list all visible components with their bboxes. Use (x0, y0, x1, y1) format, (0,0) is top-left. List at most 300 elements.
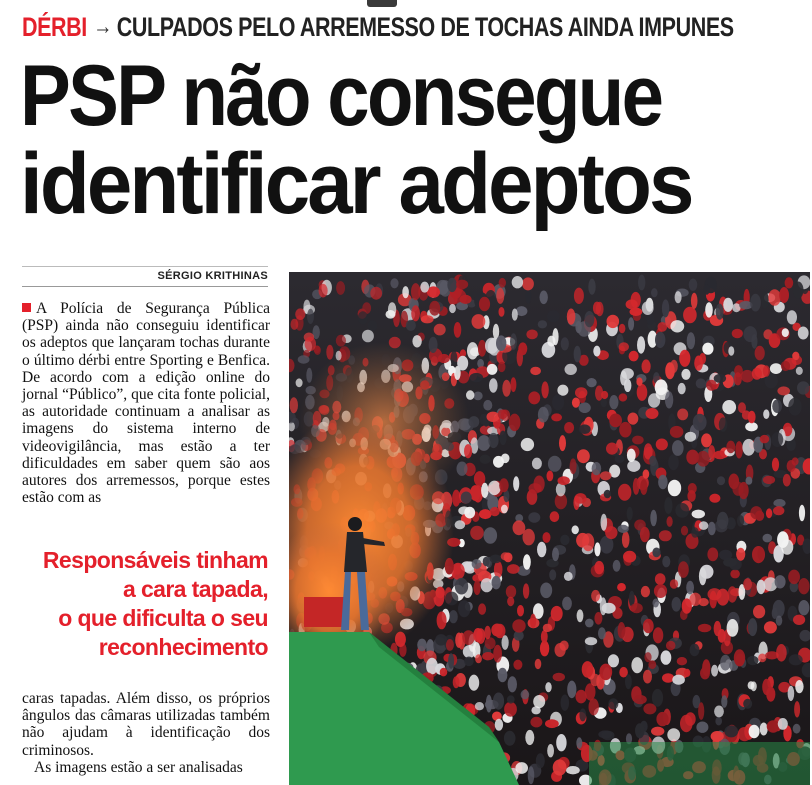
crowd-figure (579, 402, 591, 413)
crowd-figure (696, 722, 708, 733)
crowd-figure (501, 552, 510, 560)
crowd-figure (796, 367, 803, 375)
crowd-figure (701, 433, 712, 447)
crowd-figure (722, 400, 736, 414)
crowd-figure (564, 572, 573, 581)
crowd-figure (540, 583, 552, 599)
crowd-figure (640, 527, 650, 542)
crowd-figure (582, 661, 594, 678)
crowd-figure (691, 527, 699, 538)
crowd-figure (772, 458, 779, 472)
crowd-figure (788, 686, 795, 701)
crowd-figure (533, 695, 545, 708)
crowd-figure (748, 618, 757, 636)
crowd-figure (628, 317, 634, 330)
crowd-figure (490, 555, 502, 564)
crowd-figure (658, 475, 668, 490)
crowd-figure (764, 621, 777, 633)
crowd-figure (723, 298, 733, 312)
crowd-figure (326, 345, 333, 360)
crowd-figure (525, 730, 534, 745)
crowd-figure (479, 297, 490, 312)
crowd-figure (594, 612, 602, 625)
crowd-figure (760, 435, 770, 443)
article-body-bottom (22, 690, 270, 776)
crowd-figure (793, 724, 801, 734)
crowd-figure (573, 496, 579, 510)
crowd-figure (538, 407, 549, 423)
crowd-figure (481, 483, 488, 498)
crowd-figure (494, 561, 503, 578)
crowd-figure (499, 431, 506, 446)
crowd-figure (429, 337, 438, 353)
crowd-figure (655, 379, 668, 395)
crowd-figure (593, 346, 600, 357)
crowd-figure (776, 644, 787, 662)
crowd-figure (632, 436, 644, 445)
crowd-figure (440, 668, 448, 677)
crowd-figure (594, 561, 604, 574)
crowd-figure (472, 314, 486, 329)
pull-quote-line-3: o que dificulta o seu (58, 605, 268, 631)
crowd-figure (584, 311, 594, 327)
crowd-figure (651, 288, 658, 297)
crowd-figure (512, 276, 523, 288)
crowd-figure (390, 278, 398, 288)
crowd-figure (572, 525, 579, 534)
crowd-figure (469, 675, 480, 691)
crowd-figure (545, 719, 559, 728)
crowd-figure (638, 275, 645, 291)
crowd-figure (734, 372, 742, 385)
crowd-figure (551, 606, 563, 621)
crowd-figure (665, 362, 675, 379)
crowd-figure (633, 478, 640, 495)
crowd-figure (550, 511, 560, 522)
crowd-figure (509, 414, 521, 432)
crowd-figure (629, 351, 639, 362)
crowd-figure (458, 600, 470, 617)
crowd-figure (670, 320, 684, 332)
photo-illustration (289, 272, 810, 785)
crowd-figure (499, 307, 505, 317)
crowd-figure (449, 610, 458, 623)
crowd-figure (579, 424, 591, 434)
crowd-figure (623, 551, 636, 563)
crowd-figure (493, 456, 504, 468)
crowd-figure (746, 477, 753, 485)
crowd-figure (502, 380, 511, 397)
crowd-figure (619, 324, 626, 334)
green-stand-right (589, 742, 810, 785)
crowd-figure (464, 507, 475, 519)
crowd-figure (643, 469, 650, 478)
crowd-figure (626, 299, 638, 309)
crowd-figure (434, 324, 446, 336)
crowd-figure (705, 302, 713, 317)
crowd-figure (559, 435, 566, 451)
crowd-figure (687, 332, 695, 349)
crowd-figure (742, 439, 755, 456)
crowd-figure (601, 514, 608, 531)
crowd-figure (760, 723, 768, 736)
crowd-figure (541, 381, 548, 398)
crowd-figure (466, 390, 474, 400)
crowd-figure (462, 630, 474, 645)
crowd-figure (496, 288, 504, 304)
crowd-figure (739, 482, 749, 499)
crowd-figure (455, 633, 462, 648)
crowd-figure (704, 284, 710, 294)
crowd-figure (560, 535, 569, 546)
crowd-figure (296, 378, 303, 387)
crowd-figure (523, 583, 529, 598)
crowd-figure (667, 516, 673, 527)
crowd-figure (662, 556, 670, 567)
crowd-figure (517, 605, 524, 616)
crowd-figure (681, 369, 690, 380)
crowd-figure (572, 398, 580, 408)
crowd-figure (504, 702, 517, 717)
crowd-figure (487, 412, 500, 422)
crowd-figure (547, 744, 554, 757)
crowd-figure (687, 490, 695, 502)
crowd-figure (711, 665, 718, 677)
crowd-figure (670, 579, 678, 589)
crowd-figure (585, 637, 597, 645)
crowd-figure (667, 728, 680, 741)
crowd-figure (599, 664, 612, 681)
crowd-figure (515, 762, 528, 774)
crowd-figure (631, 657, 643, 673)
crowd-figure (684, 669, 690, 677)
headline-line-2: identificar adeptos (20, 136, 692, 232)
crowd-figure (602, 603, 616, 614)
crowd-figure (782, 328, 789, 337)
crowd-figure (694, 356, 703, 371)
crowd-figure (567, 309, 576, 325)
crowd-figure (451, 351, 458, 365)
crowd-figure (747, 656, 758, 665)
crowd-figure (649, 456, 656, 467)
crowd-figure (319, 284, 328, 298)
crowd-figure (683, 307, 697, 324)
pull-quote (22, 546, 268, 662)
pull-quote-line-2: a cara tapada, (122, 576, 268, 602)
crowd-figure (798, 578, 809, 594)
crowd-figure (698, 624, 711, 633)
crowd-figure (535, 659, 542, 669)
crowd-figure (753, 605, 765, 618)
crowd-figure (745, 422, 758, 431)
crowd-figure (613, 560, 621, 572)
crowd-figure (643, 619, 654, 634)
crowd-figure (553, 673, 565, 682)
crowd-figure (728, 346, 734, 356)
crowd-figure (402, 286, 409, 298)
crowd-figure (696, 378, 706, 388)
crowd-figure (493, 693, 504, 710)
crowd-figure (773, 506, 784, 515)
crowd-figure (709, 494, 720, 503)
crowd-figure (655, 332, 665, 348)
crowd-figure (734, 649, 745, 666)
crowd-figure (702, 343, 713, 355)
crowd-figure (607, 315, 620, 328)
crowd-figure (662, 673, 674, 682)
crowd-figure (672, 440, 684, 456)
crowd-figure (702, 659, 710, 676)
crowd-figure (635, 723, 645, 738)
crowd-figure (530, 717, 542, 728)
crowd-figure (523, 554, 531, 569)
crowd-figure (507, 597, 514, 607)
crowd-figure (437, 612, 447, 630)
kicker-text: CULPADOS PELO ARREMESSO DE TOCHAS AINDA IMPUNES (116, 11, 734, 42)
crowd-figure (530, 614, 536, 629)
crowd-figure (618, 484, 631, 501)
crowd-figure (641, 586, 650, 597)
crowd-figure (761, 292, 769, 309)
crowd-figure (588, 279, 595, 295)
crowd-figure (606, 443, 618, 455)
crowd-figure (478, 603, 486, 614)
crowd-figure (672, 597, 682, 612)
crowd-figure (475, 654, 482, 663)
crowd-figure (637, 336, 645, 353)
crowd-figure (525, 288, 531, 303)
crowd-figure (798, 327, 809, 340)
crowd-figure (483, 400, 492, 411)
crowd-figure (556, 734, 566, 751)
crowd-figure (677, 657, 687, 665)
crowd-figure (644, 652, 651, 662)
crowd-figure (521, 438, 534, 451)
crowd-figure (763, 534, 773, 543)
crowd-figure (522, 277, 534, 290)
crowd-figure (532, 458, 542, 470)
crowd-figure (693, 414, 707, 431)
crowd-figure (661, 650, 672, 664)
crowd-figure (564, 422, 574, 433)
crowd-figure (783, 474, 791, 487)
article-paragraph-1 (22, 300, 270, 506)
crowd-figure (477, 435, 490, 451)
crowd-figure (750, 294, 761, 312)
crowd-figure (716, 304, 724, 320)
crowd-figure (788, 398, 801, 416)
crowd-figure (618, 622, 626, 639)
crowd-figure (549, 569, 556, 580)
crowd-figure (529, 483, 542, 494)
crowd-figure (510, 377, 516, 392)
crowd-figure (609, 414, 622, 428)
crowd-figure (457, 462, 468, 476)
crowd-figure (290, 397, 298, 413)
crowd-figure (793, 282, 804, 299)
crowd-figure (521, 690, 530, 700)
crowd-figure (486, 695, 492, 713)
crowd-figure (507, 564, 520, 574)
crowd-figure (717, 476, 725, 485)
crowd-figure (470, 526, 484, 540)
crowd-figure (762, 679, 771, 695)
crowd-figure (738, 402, 746, 413)
crowd-figure (499, 278, 506, 288)
crowd-figure (481, 578, 493, 592)
crowd-figure (708, 588, 722, 600)
crowd-figure (513, 520, 526, 535)
crowd-figure (627, 460, 640, 472)
crowd-figure (793, 615, 805, 625)
crowd-figure (417, 639, 427, 652)
crowd-figure (637, 384, 648, 401)
crowd-figure (368, 320, 378, 331)
crowd-figure (543, 624, 552, 632)
crowd-figure (570, 458, 577, 474)
crowd-figure (679, 350, 690, 367)
crowd-figure (510, 333, 517, 350)
crowd-figure (690, 593, 702, 606)
crowd-figure (642, 359, 651, 373)
crowd-figure (435, 634, 447, 645)
crowd-figure (492, 576, 501, 590)
crowd-figure (675, 291, 682, 303)
crowd-figure (708, 522, 716, 535)
crowd-figure (677, 409, 688, 421)
crowd-figure (779, 287, 789, 303)
crowd-figure (478, 340, 486, 357)
crowd-figure (470, 373, 484, 382)
crowd-figure (789, 654, 803, 665)
crowd-figure (699, 567, 707, 585)
crowd-figure (484, 626, 491, 640)
crowd-figure (798, 600, 809, 615)
crowd-figure (788, 570, 800, 585)
crowd-figure (582, 533, 594, 551)
headline-line-1: PSP não consegue (20, 48, 662, 144)
crowd-figure (691, 293, 698, 309)
crowd-figure (627, 449, 636, 462)
crowd-figure (600, 471, 612, 480)
crowd-figure (749, 725, 760, 739)
crowd-figure (767, 720, 780, 732)
crowd-figure (548, 456, 562, 472)
crowd-figure (781, 361, 790, 371)
red-square-bullet-icon (22, 303, 31, 312)
crowd-figure (618, 525, 629, 533)
crowd-figure (668, 454, 679, 470)
crowd-figure (555, 643, 566, 657)
crowd-figure (537, 542, 546, 558)
crowd-figure (664, 497, 672, 514)
crowd-figure (448, 653, 454, 668)
crowd-figure (601, 731, 614, 741)
crowd-figure (506, 585, 516, 598)
crowd-figure (726, 441, 735, 454)
crowd-figure (735, 441, 743, 458)
crowd-figure (498, 409, 508, 419)
crowd-figure (426, 658, 438, 675)
crowd-figure (668, 480, 681, 497)
crowd-figure (493, 645, 502, 663)
crowd-figure (743, 326, 757, 342)
crowd-figure (728, 586, 738, 602)
crowd-figure (686, 581, 694, 595)
crowd-figure (565, 364, 577, 375)
crowd-figure (622, 531, 630, 548)
crowd-figure (748, 411, 756, 424)
crowd-figure (547, 336, 555, 347)
crowd-figure (670, 426, 684, 438)
crowd-figure (508, 676, 517, 692)
crowd-figure (601, 398, 607, 407)
crowd-figure (724, 725, 738, 737)
window-drag-handle[interactable] (367, 0, 397, 7)
crowd-figure (656, 439, 668, 451)
crowd-figure (488, 433, 498, 448)
crowd-figure (642, 301, 654, 315)
crowd-figure (495, 719, 503, 731)
article-body-top (22, 300, 270, 506)
crowd-figure (574, 346, 581, 363)
crowd-figure (619, 393, 628, 401)
crowd-figure (585, 619, 594, 628)
crowd-figure (411, 305, 420, 321)
crowd-figure (513, 660, 522, 670)
crowd-figure (656, 712, 668, 726)
arrow-right-icon: → (93, 13, 112, 40)
crowd-figure (714, 621, 722, 636)
crowd-figure (484, 527, 498, 544)
crowd-figure (594, 542, 600, 556)
crowd-figure (795, 680, 803, 693)
crowd-figure (498, 668, 508, 682)
crowd-figure (652, 548, 660, 558)
crowd-figure (460, 295, 472, 304)
crowd-figure (528, 391, 540, 404)
crowd-figure (457, 356, 468, 371)
crowd-figure (729, 474, 740, 490)
kicker-tag: DÉRBI (22, 11, 87, 42)
crowd-figure (553, 759, 567, 775)
crowd-figure (453, 676, 460, 688)
crowd-figure (655, 573, 666, 585)
crowd-figure (630, 603, 642, 613)
crowd-figure (778, 718, 788, 730)
crowd-figure (708, 445, 715, 459)
crowd-figure (750, 506, 762, 519)
crowd-figure (454, 322, 462, 338)
crowd-figure (449, 304, 456, 313)
crowd-figure (488, 481, 501, 496)
crowd-figure (467, 342, 478, 359)
crowd-figure (766, 508, 772, 518)
crowd-figure (545, 682, 551, 692)
crowd-figure (672, 675, 685, 685)
crowd-figure (547, 310, 560, 322)
crowd-figure (707, 548, 718, 562)
crowd-figure (475, 702, 484, 710)
crowd-figure (295, 308, 305, 320)
crowd-figure (421, 315, 434, 323)
crowd-figure (698, 702, 704, 720)
crowd-figure (591, 590, 600, 602)
crowd-figure (721, 695, 727, 708)
crowd-figure (411, 283, 420, 300)
crowd-figure (464, 657, 474, 667)
crowd-figure (473, 628, 483, 642)
